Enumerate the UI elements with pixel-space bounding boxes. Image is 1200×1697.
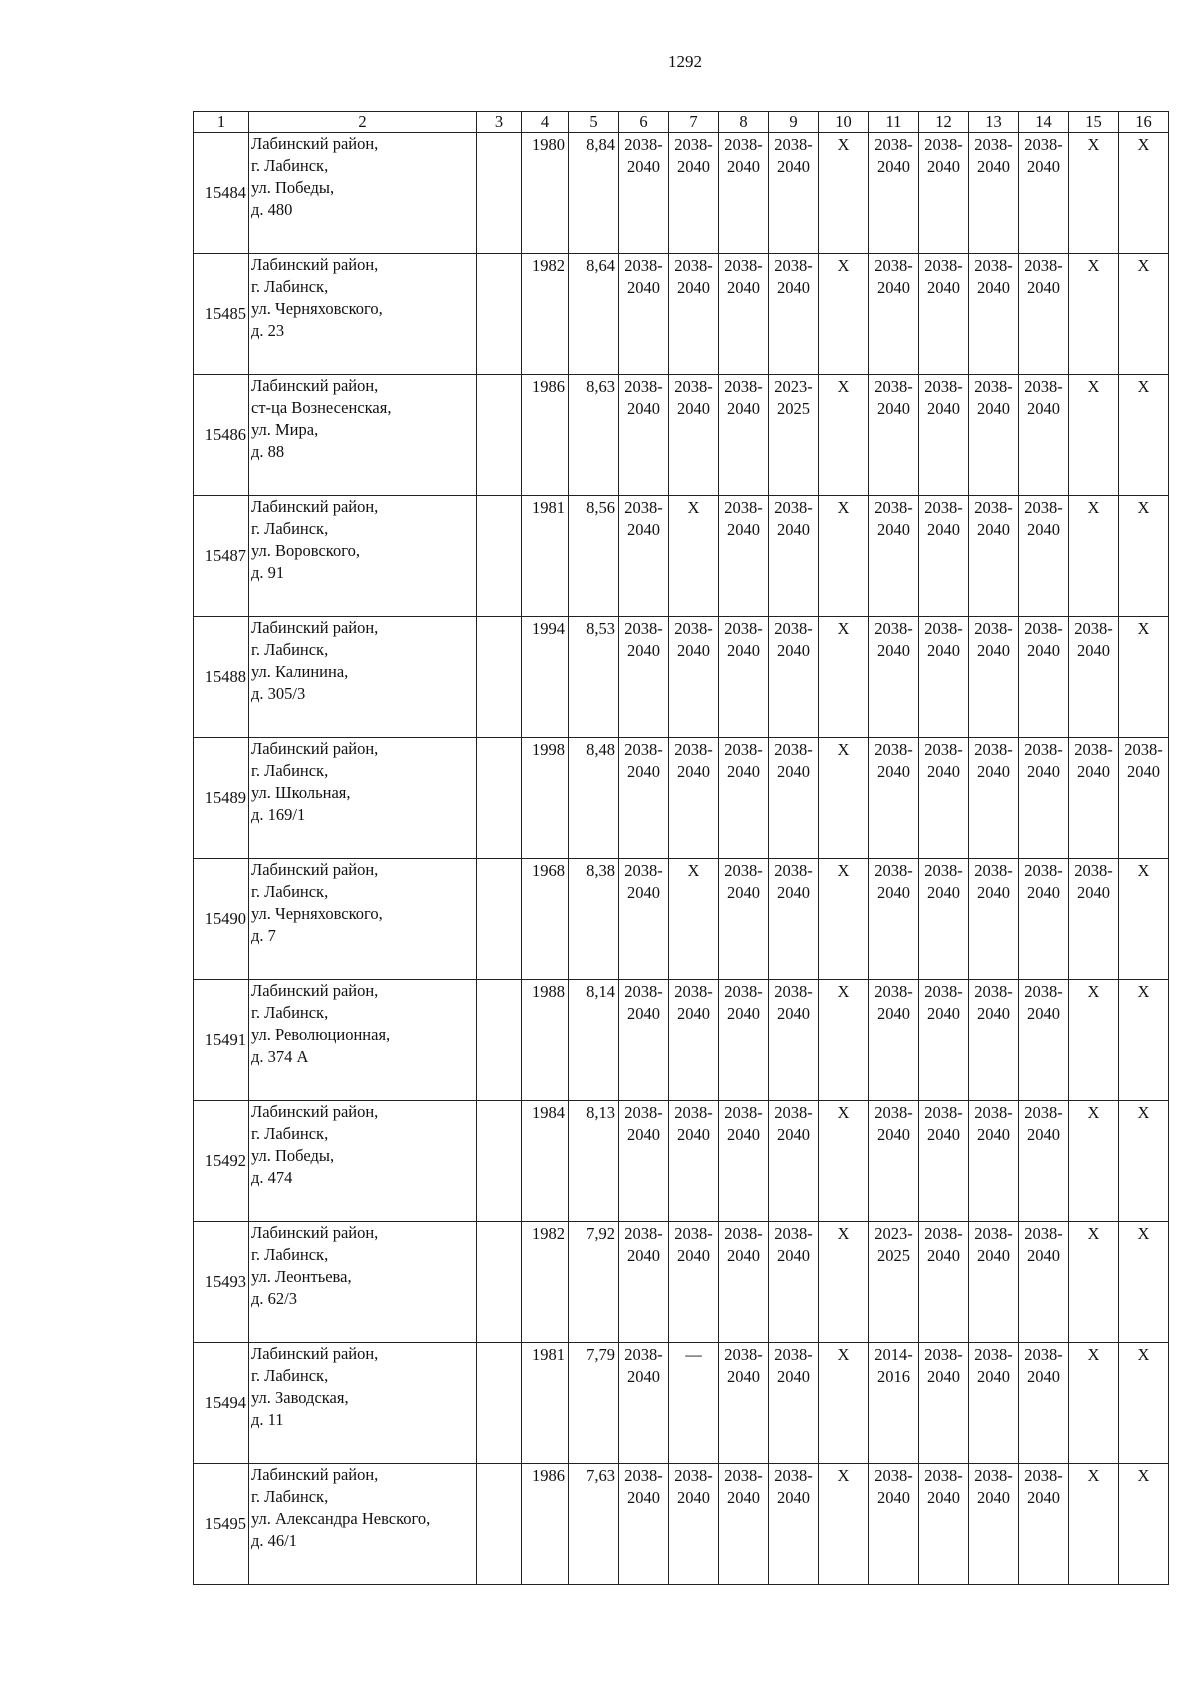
table-row [194,254,1169,375]
period-cell-col-9: 2038- 2040 [769,859,819,980]
period-cell-col-12: 2038- 2040 [919,1343,969,1464]
period-cell-col-13: 2038- 2040 [969,133,1019,254]
period-cell-col-14: 2038- 2040 [1019,980,1069,1101]
value-cell: 8,63 [569,375,619,496]
column-header-12: 12 [919,112,969,133]
period-cell-col-14: 2038- 2040 [1019,133,1069,254]
period-cell-col-14: 2038- 2040 [1019,1101,1069,1222]
address-line: г. Лабинск, [251,1124,329,1143]
address-cell [249,1101,477,1222]
period-cell-col-10: X [819,1464,869,1585]
period-cell-col-16: X [1119,1464,1169,1585]
period-cell-col-7: 2038- 2040 [669,1464,719,1585]
address-cell [249,375,477,496]
period-cell-col-13: 2038- 2040 [969,496,1019,617]
address-line: г. Лабинск, [251,1366,329,1385]
period-cell-col-10: X [819,1343,869,1464]
address-line: г. Лабинск, [251,761,329,780]
period-cell-col-10: X [819,859,869,980]
period-cell-col-12: 2038- 2040 [919,496,969,617]
column-header-2: 2 [249,112,477,133]
year-cell: 1968 [522,859,569,980]
address-line: г. Лабинск, [251,1003,329,1022]
value-cell: 8,13 [569,1101,619,1222]
col-3-cell [477,1464,522,1585]
table-row [194,1101,1169,1222]
column-header-7: 7 [669,112,719,133]
year-cell: 1986 [522,375,569,496]
address-line: д. 11 [251,1410,284,1429]
period-cell-col-13: 2038- 2040 [969,1343,1019,1464]
col-3-cell [477,980,522,1101]
address-line: ул. Черняховского, [251,904,383,923]
column-header-9: 9 [769,112,819,133]
period-cell-col-8: 2038- 2040 [719,496,769,617]
address-line: д. 91 [251,563,285,582]
row-number: 15493 [194,1222,249,1343]
period-cell-col-7: 2038- 2040 [669,617,719,738]
period-cell-col-10: X [819,133,869,254]
address-cell [249,1343,477,1464]
address-line: Лабинский район, [251,497,379,516]
period-cell-col-16: X [1119,496,1169,617]
column-header-14: 14 [1019,112,1069,133]
period-cell-col-10: X [819,617,869,738]
period-cell-col-8: 2038- 2040 [719,254,769,375]
address-line: г. Лабинск, [251,1245,329,1264]
address-line: ул. Леонтьева, [251,1267,352,1286]
period-cell-col-15: 2038- 2040 [1069,859,1119,980]
col-3-cell [477,496,522,617]
address-line: д. 480 [251,200,293,219]
row-number: 15484 [194,133,249,254]
table-row [194,1222,1169,1343]
period-cell-col-16: X [1119,859,1169,980]
period-cell-col-14: 2038- 2040 [1019,1464,1069,1585]
address-line: Лабинский район, [251,1344,379,1363]
row-number: 15485 [194,254,249,375]
period-cell-col-6: 2038- 2040 [619,496,669,617]
year-cell: 1982 [522,1222,569,1343]
period-cell-col-13: 2038- 2040 [969,859,1019,980]
address-line: д. 88 [251,442,285,461]
period-cell-col-15: X [1069,1464,1119,1585]
address-line: г. Лабинск, [251,882,329,901]
address-line: ул. Мира, [251,420,319,439]
address-line: ул. Победы, [251,1146,335,1165]
value-cell: 8,64 [569,254,619,375]
value-cell: 8,84 [569,133,619,254]
address-line: д. 474 [251,1168,293,1187]
period-cell-col-14: 2038- 2040 [1019,254,1069,375]
year-cell: 1994 [522,617,569,738]
col-3-cell [477,1101,522,1222]
period-cell-col-12: 2038- 2040 [919,375,969,496]
period-cell-col-11: 2038- 2040 [869,1101,919,1222]
period-cell-col-6: 2038- 2040 [619,617,669,738]
period-cell-col-13: 2038- 2040 [969,1101,1019,1222]
period-cell-col-6: 2038- 2040 [619,1464,669,1585]
period-cell-col-15: 2038- 2040 [1069,617,1119,738]
column-header-8: 8 [719,112,769,133]
period-cell-col-6: 2038- 2040 [619,1343,669,1464]
value-cell: 7,92 [569,1222,619,1343]
period-cell-col-11: 2038- 2040 [869,375,919,496]
row-number: 15492 [194,1101,249,1222]
value-cell: 7,63 [569,1464,619,1585]
period-cell-col-8: 2038- 2040 [719,980,769,1101]
address-line: Лабинский район, [251,1465,379,1484]
period-cell-col-11: 2038- 2040 [869,617,919,738]
row-number: 15488 [194,617,249,738]
period-cell-col-14: 2038- 2040 [1019,1222,1069,1343]
address-line: ул. Заводская, [251,1388,349,1407]
value-cell: 8,38 [569,859,619,980]
period-cell-col-16: X [1119,617,1169,738]
period-cell-col-13: 2038- 2040 [969,980,1019,1101]
period-cell-col-10: X [819,375,869,496]
period-cell-col-6: 2038- 2040 [619,980,669,1101]
address-line: ул. Революционная, [251,1025,391,1044]
address-line: ул. Победы, [251,178,335,197]
address-line: Лабинский район, [251,376,379,395]
period-cell-col-12: 2038- 2040 [919,980,969,1101]
period-cell-col-14: 2038- 2040 [1019,617,1069,738]
period-cell-col-12: 2038- 2040 [919,1222,969,1343]
period-cell-col-8: 2038- 2040 [719,1343,769,1464]
period-cell-col-14: 2038- 2040 [1019,496,1069,617]
period-cell-col-10: X [819,1222,869,1343]
period-cell-col-9: 2038- 2040 [769,254,819,375]
period-cell-col-12: 2038- 2040 [919,859,969,980]
address-line: г. Лабинск, [251,277,329,296]
period-cell-col-14: 2038- 2040 [1019,738,1069,859]
period-cell-col-12: 2038- 2040 [919,254,969,375]
table-row [194,617,1169,738]
table-row [194,980,1169,1101]
period-cell-col-6: 2038- 2040 [619,1101,669,1222]
period-cell-col-11: 2038- 2040 [869,496,919,617]
row-number: 15487 [194,496,249,617]
table-row [194,1464,1169,1585]
period-cell-col-7: 2038- 2040 [669,980,719,1101]
period-cell-col-11: 2038- 2040 [869,254,919,375]
period-cell-col-13: 2038- 2040 [969,617,1019,738]
column-header-5: 5 [569,112,619,133]
col-3-cell [477,254,522,375]
period-cell-col-6: 2038- 2040 [619,1222,669,1343]
period-cell-col-8: 2038- 2040 [719,738,769,859]
address-line: д. 62/3 [251,1289,297,1308]
period-cell-col-15: X [1069,1222,1119,1343]
period-cell-col-14: 2038- 2040 [1019,859,1069,980]
period-cell-col-7: 2038- 2040 [669,1222,719,1343]
address-cell [249,496,477,617]
period-cell-col-10: X [819,1101,869,1222]
register-table [193,111,1169,1585]
period-cell-col-15: X [1069,254,1119,375]
period-cell-col-9: 2038- 2040 [769,133,819,254]
address-line: Лабинский район, [251,255,379,274]
period-cell-col-9: 2038- 2040 [769,1101,819,1222]
column-header-15: 15 [1069,112,1119,133]
address-line: Лабинский район, [251,860,379,879]
period-cell-col-8: 2038- 2040 [719,1222,769,1343]
address-line: д. 46/1 [251,1531,297,1550]
period-cell-col-15: X [1069,133,1119,254]
address-cell [249,980,477,1101]
period-cell-col-7: 2038- 2040 [669,375,719,496]
period-cell-col-16: X [1119,375,1169,496]
period-cell-col-9: 2038- 2040 [769,980,819,1101]
address-line: ул. Черняховского, [251,299,383,318]
col-3-cell [477,617,522,738]
period-cell-col-12: 2038- 2040 [919,1464,969,1585]
address-line: д. 305/3 [251,684,306,703]
row-number: 15494 [194,1343,249,1464]
value-cell: 8,48 [569,738,619,859]
period-cell-col-9: 2023- 2025 [769,375,819,496]
period-cell-col-15: 2038- 2040 [1069,738,1119,859]
period-cell-col-13: 2038- 2040 [969,1464,1019,1585]
period-cell-col-10: X [819,496,869,617]
period-cell-col-14: 2038- 2040 [1019,1343,1069,1464]
period-cell-col-13: 2038- 2040 [969,254,1019,375]
table-row [194,1343,1169,1464]
table-row [194,859,1169,980]
year-cell: 1982 [522,254,569,375]
period-cell-col-8: 2038- 2040 [719,1464,769,1585]
year-cell: 1986 [522,1464,569,1585]
year-cell: 1998 [522,738,569,859]
table-row [194,496,1169,617]
period-cell-col-7: 2038- 2040 [669,254,719,375]
period-cell-col-8: 2038- 2040 [719,375,769,496]
column-header-1: 1 [194,112,249,133]
period-cell-col-7: X [669,496,719,617]
table-row [194,133,1169,254]
address-cell [249,133,477,254]
table-row [194,738,1169,859]
row-number: 15489 [194,738,249,859]
address-line: Лабинский район, [251,134,379,153]
row-number: 15495 [194,1464,249,1585]
value-cell: 8,14 [569,980,619,1101]
period-cell-col-13: 2038- 2040 [969,738,1019,859]
row-number: 15490 [194,859,249,980]
period-cell-col-7: 2038- 2040 [669,738,719,859]
address-line: д. 7 [251,926,276,945]
period-cell-col-15: X [1069,1101,1119,1222]
col-3-cell [477,859,522,980]
period-cell-col-9: 2038- 2040 [769,738,819,859]
period-cell-col-16: X [1119,1101,1169,1222]
row-number: 15491 [194,980,249,1101]
period-cell-col-11: 2038- 2040 [869,1464,919,1585]
address-cell [249,859,477,980]
period-cell-col-16: X [1119,1343,1169,1464]
address-line: ст-ца Вознесенская, [251,398,392,417]
value-cell: 7,79 [569,1343,619,1464]
address-line: ул. Калинина, [251,662,349,681]
period-cell-col-10: X [819,254,869,375]
period-cell-col-8: 2038- 2040 [719,859,769,980]
address-line: ул. Воровского, [251,541,360,560]
address-cell [249,617,477,738]
year-cell: 1980 [522,133,569,254]
period-cell-col-13: 2038- 2040 [969,375,1019,496]
period-cell-col-7: — [669,1343,719,1464]
address-cell [249,738,477,859]
header-row [194,112,1169,133]
period-cell-col-8: 2038- 2040 [719,133,769,254]
column-header-6: 6 [619,112,669,133]
column-header-10: 10 [819,112,869,133]
value-cell: 8,56 [569,496,619,617]
column-header-13: 13 [969,112,1019,133]
period-cell-col-16: X [1119,980,1169,1101]
period-cell-col-12: 2038- 2040 [919,738,969,859]
period-cell-col-7: 2038- 2040 [669,1101,719,1222]
address-line: г. Лабинск, [251,1487,329,1506]
address-line: д. 169/1 [251,805,306,824]
year-cell: 1984 [522,1101,569,1222]
address-line: г. Лабинск, [251,640,329,659]
period-cell-col-14: 2038- 2040 [1019,375,1069,496]
period-cell-col-15: X [1069,496,1119,617]
period-cell-col-16: 2038- 2040 [1119,738,1169,859]
period-cell-col-10: X [819,738,869,859]
period-cell-col-13: 2038- 2040 [969,1222,1019,1343]
period-cell-col-8: 2038- 2040 [719,617,769,738]
period-cell-col-10: X [819,980,869,1101]
col-3-cell [477,375,522,496]
period-cell-col-16: X [1119,133,1169,254]
period-cell-col-9: 2038- 2040 [769,1343,819,1464]
period-cell-col-8: 2038- 2040 [719,1101,769,1222]
period-cell-col-9: 2038- 2040 [769,496,819,617]
year-cell: 1981 [522,1343,569,1464]
address-line: г. Лабинск, [251,519,329,538]
address-line: г. Лабинск, [251,156,329,175]
address-line: ул. Александра Невского, [251,1509,431,1528]
period-cell-col-6: 2038- 2040 [619,375,669,496]
address-line: Лабинский район, [251,739,379,758]
address-line: Лабинский район, [251,981,379,1000]
address-line: Лабинский район, [251,1102,379,1121]
period-cell-col-9: 2038- 2040 [769,617,819,738]
period-cell-col-6: 2038- 2040 [619,254,669,375]
col-3-cell [477,738,522,859]
row-number: 15486 [194,375,249,496]
period-cell-col-12: 2038- 2040 [919,617,969,738]
address-line: ул. Школьная, [251,783,351,802]
period-cell-col-11: 2038- 2040 [869,859,919,980]
period-cell-col-12: 2038- 2040 [919,133,969,254]
period-cell-col-6: 2038- 2040 [619,859,669,980]
table-row [194,375,1169,496]
period-cell-col-7: 2038- 2040 [669,133,719,254]
period-cell-col-7: X [669,859,719,980]
col-3-cell [477,133,522,254]
address-line: Лабинский район, [251,1223,379,1242]
period-cell-col-11: 2014- 2016 [869,1343,919,1464]
col-3-cell [477,1343,522,1464]
address-cell [249,254,477,375]
address-line: д. 374 А [251,1047,309,1066]
address-line: д. 23 [251,321,285,340]
period-cell-col-11: 2038- 2040 [869,738,919,859]
page-number: 1292 [668,52,702,71]
column-header-3: 3 [477,112,522,133]
value-cell: 8,53 [569,617,619,738]
address-line: Лабинский район, [251,618,379,637]
col-3-cell [477,1222,522,1343]
address-cell [249,1222,477,1343]
period-cell-col-15: X [1069,375,1119,496]
year-cell: 1981 [522,496,569,617]
period-cell-col-9: 2038- 2040 [769,1464,819,1585]
column-header-16: 16 [1119,112,1169,133]
period-cell-col-11: 2038- 2040 [869,133,919,254]
period-cell-col-6: 2038- 2040 [619,738,669,859]
address-cell [249,1464,477,1585]
period-cell-col-11: 2038- 2040 [869,980,919,1101]
period-cell-col-6: 2038- 2040 [619,133,669,254]
period-cell-col-15: X [1069,1343,1119,1464]
period-cell-col-9: 2038- 2040 [769,1222,819,1343]
column-header-11: 11 [869,112,919,133]
period-cell-col-16: X [1119,1222,1169,1343]
column-header-4: 4 [522,112,569,133]
year-cell: 1988 [522,980,569,1101]
period-cell-col-15: X [1069,980,1119,1101]
period-cell-col-16: X [1119,254,1169,375]
period-cell-col-11: 2023- 2025 [869,1222,919,1343]
period-cell-col-12: 2038- 2040 [919,1101,969,1222]
table-body [194,133,1169,1585]
